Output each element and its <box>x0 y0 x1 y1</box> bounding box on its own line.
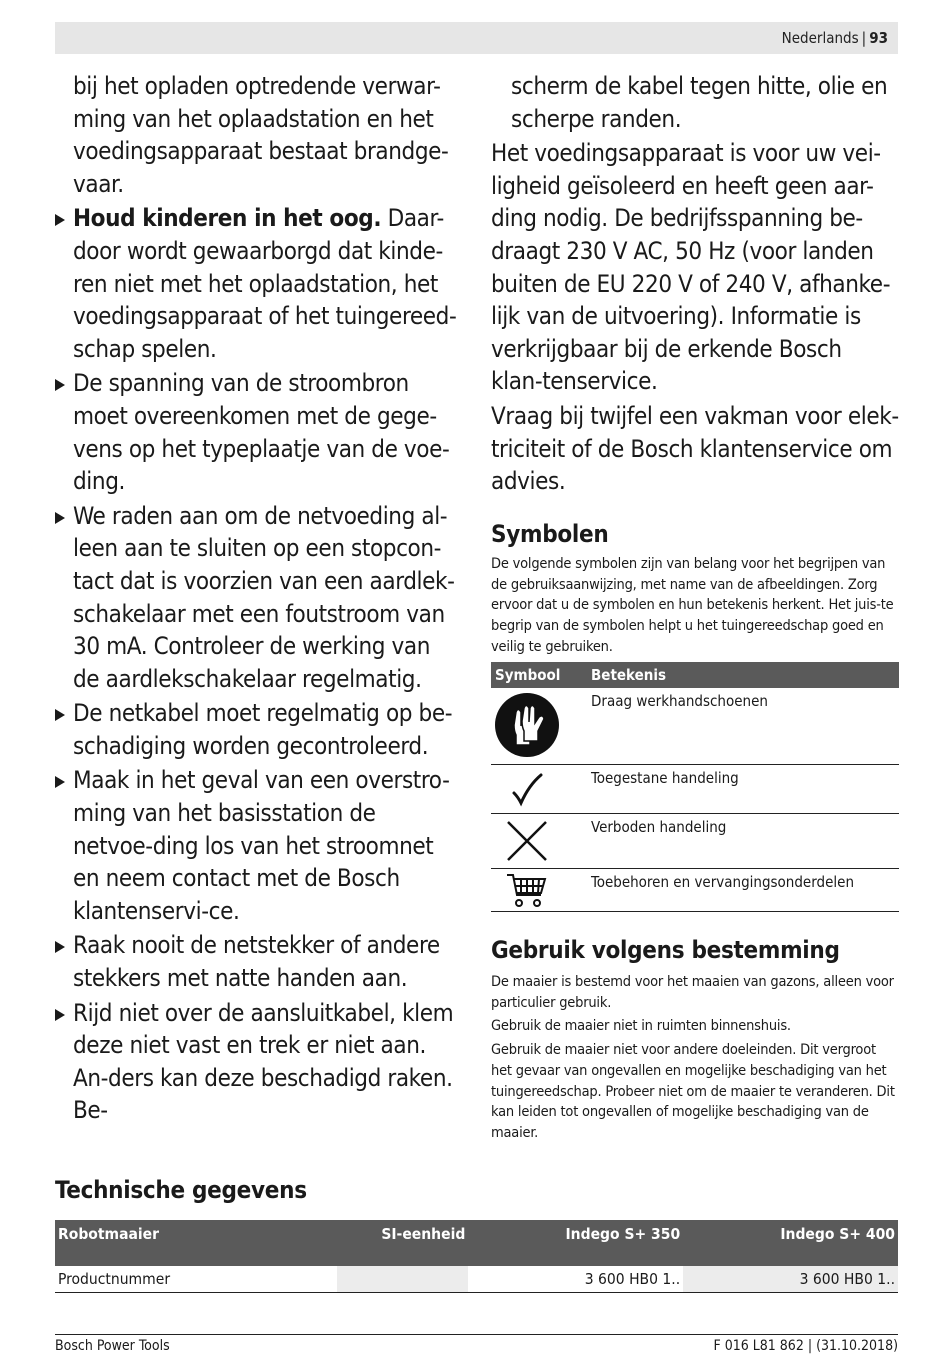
col-symbol-header: Symbool <box>491 662 587 688</box>
table-row <box>491 813 899 868</box>
meaning-cell: Toegestane handeling <box>587 764 899 813</box>
usage-paragraph: Gebruik de maaier niet in ruimten binnenshuis. <box>491 1018 791 1035</box>
row-s350: 3 600 HB0 1.. <box>468 1266 683 1293</box>
meaning-cell: Draag werkhandschoenen <box>587 688 899 765</box>
row-label: Productnummer <box>55 1266 337 1293</box>
col-s350-header: Indego S+ 350 <box>468 1220 683 1266</box>
bullet-item <box>55 500 460 696</box>
bullet-item <box>55 764 460 927</box>
bullet-triangle-icon <box>55 941 65 953</box>
technical-table <box>55 1220 898 1293</box>
bullet-text: De netkabel moet regelmatig op be-schadiging worden gecontroleerd. <box>73 699 453 760</box>
bullet-item <box>55 202 460 365</box>
bullet-triangle-icon <box>55 776 65 788</box>
col-meaning-header: Betekenis <box>587 662 899 688</box>
usage-paragraph: De maaier is bestemd voor het maaien van gazons, alleen voor particulier gebruik. <box>491 973 894 1011</box>
left-column <box>55 70 460 1127</box>
bullet-triangle-icon <box>55 379 65 391</box>
meaning-cell: Verboden handeling <box>587 813 899 868</box>
table-row <box>55 1266 898 1293</box>
left-continuation: bij het opladen optredende verwar-ming van het oplaadstation en het voedingsapparaat bestaat brandge-vaar. <box>73 72 449 198</box>
page-header <box>55 22 898 54</box>
bullet-text: De spanning van de stroombron moet overeenkomen met de gege-vens op het typeplaatje van de voe-ding. <box>73 369 450 496</box>
bullet-triangle-icon <box>55 709 65 721</box>
gloves-icon <box>491 688 563 762</box>
table-row <box>491 688 899 765</box>
bullet-text: Raak nooit de netstekker of andere stekkers met natte handen aan. <box>73 931 440 993</box>
bullet-text: Rijd niet over de aansluitkabel, klem deze niet vast en trek er niet aan. An-ders kan deze beschadigd raken. Be- <box>73 998 454 1125</box>
row-unit <box>337 1266 468 1293</box>
row-s400: 3 600 HB0 1.. <box>683 1266 898 1293</box>
shopping-cart-icon <box>491 869 563 911</box>
bullet-item <box>55 929 460 994</box>
table-row <box>491 868 899 911</box>
bullet-item <box>55 697 460 762</box>
bullet-text: We raden aan om de netvoeding al-leen aan te sluiten op een stopcon-tact dat is voorzien van een aardlek-schakelaar met een foutstroom van 30 mA. Controleer de werking van de aardlekschakelaar regelmatig. <box>73 501 455 693</box>
bullet-text: Daar-door wordt gewaarborgd dat kinde-ren niet met het oplaadstation, het voedingsapparaat of het tuingereed-schap spelen. <box>73 204 457 363</box>
symbols-heading: Symbolen <box>491 519 609 548</box>
footer-doc-id: F 016 L81 862 | (31.10.2018) <box>713 1338 898 1354</box>
bullet-lead: Houd kinderen in het oog. <box>73 204 382 233</box>
col-si-unit-header: SI-eenheid <box>337 1220 468 1266</box>
footer-divider <box>55 1334 898 1335</box>
header-text: Nederlands | 93 <box>781 29 888 47</box>
footer-brand: Bosch Power Tools <box>55 1338 170 1354</box>
right-continuation: scherm de kabel tegen hitte, olie en scherpe randen. <box>511 72 888 133</box>
right-column <box>491 70 899 1147</box>
advice-paragraph: Vraag bij twijfel een vakman voor elek-triciteit of de Bosch klantenservice om advies. <box>491 401 899 496</box>
bullet-item <box>55 997 460 1127</box>
symbols-intro: De volgende symbolen zijn van belang voor het begrijpen van de gebruiksaanwijzing, met name van de afbeeldingen. Zorg ervoor dat u de symbolen en hun betekenis herkent. Het juis-te begrip van de symbolen helpt u het tuingereedschap goed en veilig te gebruiken. <box>491 555 894 655</box>
symbols-table <box>491 662 899 912</box>
page-number: 93 <box>869 29 888 47</box>
bullet-triangle-icon <box>55 1009 65 1021</box>
header-language: Nederlands <box>781 29 859 47</box>
technical-heading: Technische gegevens <box>55 1176 307 1204</box>
col-robotmaaier-header: Robotmaaier <box>55 1220 337 1266</box>
meaning-cell: Toebehoren en vervangingsonderdelen <box>587 868 899 911</box>
bullet-item <box>55 367 460 497</box>
insulation-paragraph: Het voedingsapparaat is voor uw vei-ligheid geïsoleerd en heeft geen aar-ding nodig. De bedrijfsspanning be-draagt 230 V AC, 50 Hz (voor landen buiten de EU 220 V of 240 V, afhanke-lijk van de uitvoering). Informatie is verkrijgbaar bij de erkende Bosch klan-tenservice. <box>491 139 891 396</box>
usage-paragraph: Gebruik de maaier niet voor andere doeleinden. Dit vergroot het gevaar van ongevallen en mogelijke beschadiging van het tuingereedschap. Probeer niet om de maaier te veranderen. Dit kan leiden tot ongevallen of mogelijke beschadiging van de maaier. <box>491 1042 895 1142</box>
bullet-text: Maak in het geval van een overstro-ming van het basisstation de netvoe-ding los van het stroomnet en neem contact met de Bosch klantenservi-ce. <box>73 766 450 925</box>
bullet-triangle-icon <box>55 214 65 226</box>
cross-icon <box>491 814 563 868</box>
usage-heading: Gebruik volgens bestemming <box>491 935 840 964</box>
col-s400-header: Indego S+ 400 <box>683 1220 898 1266</box>
bullet-triangle-icon <box>55 512 65 524</box>
checkmark-icon <box>491 765 563 813</box>
table-row <box>491 764 899 813</box>
usage-text <box>491 972 899 1144</box>
